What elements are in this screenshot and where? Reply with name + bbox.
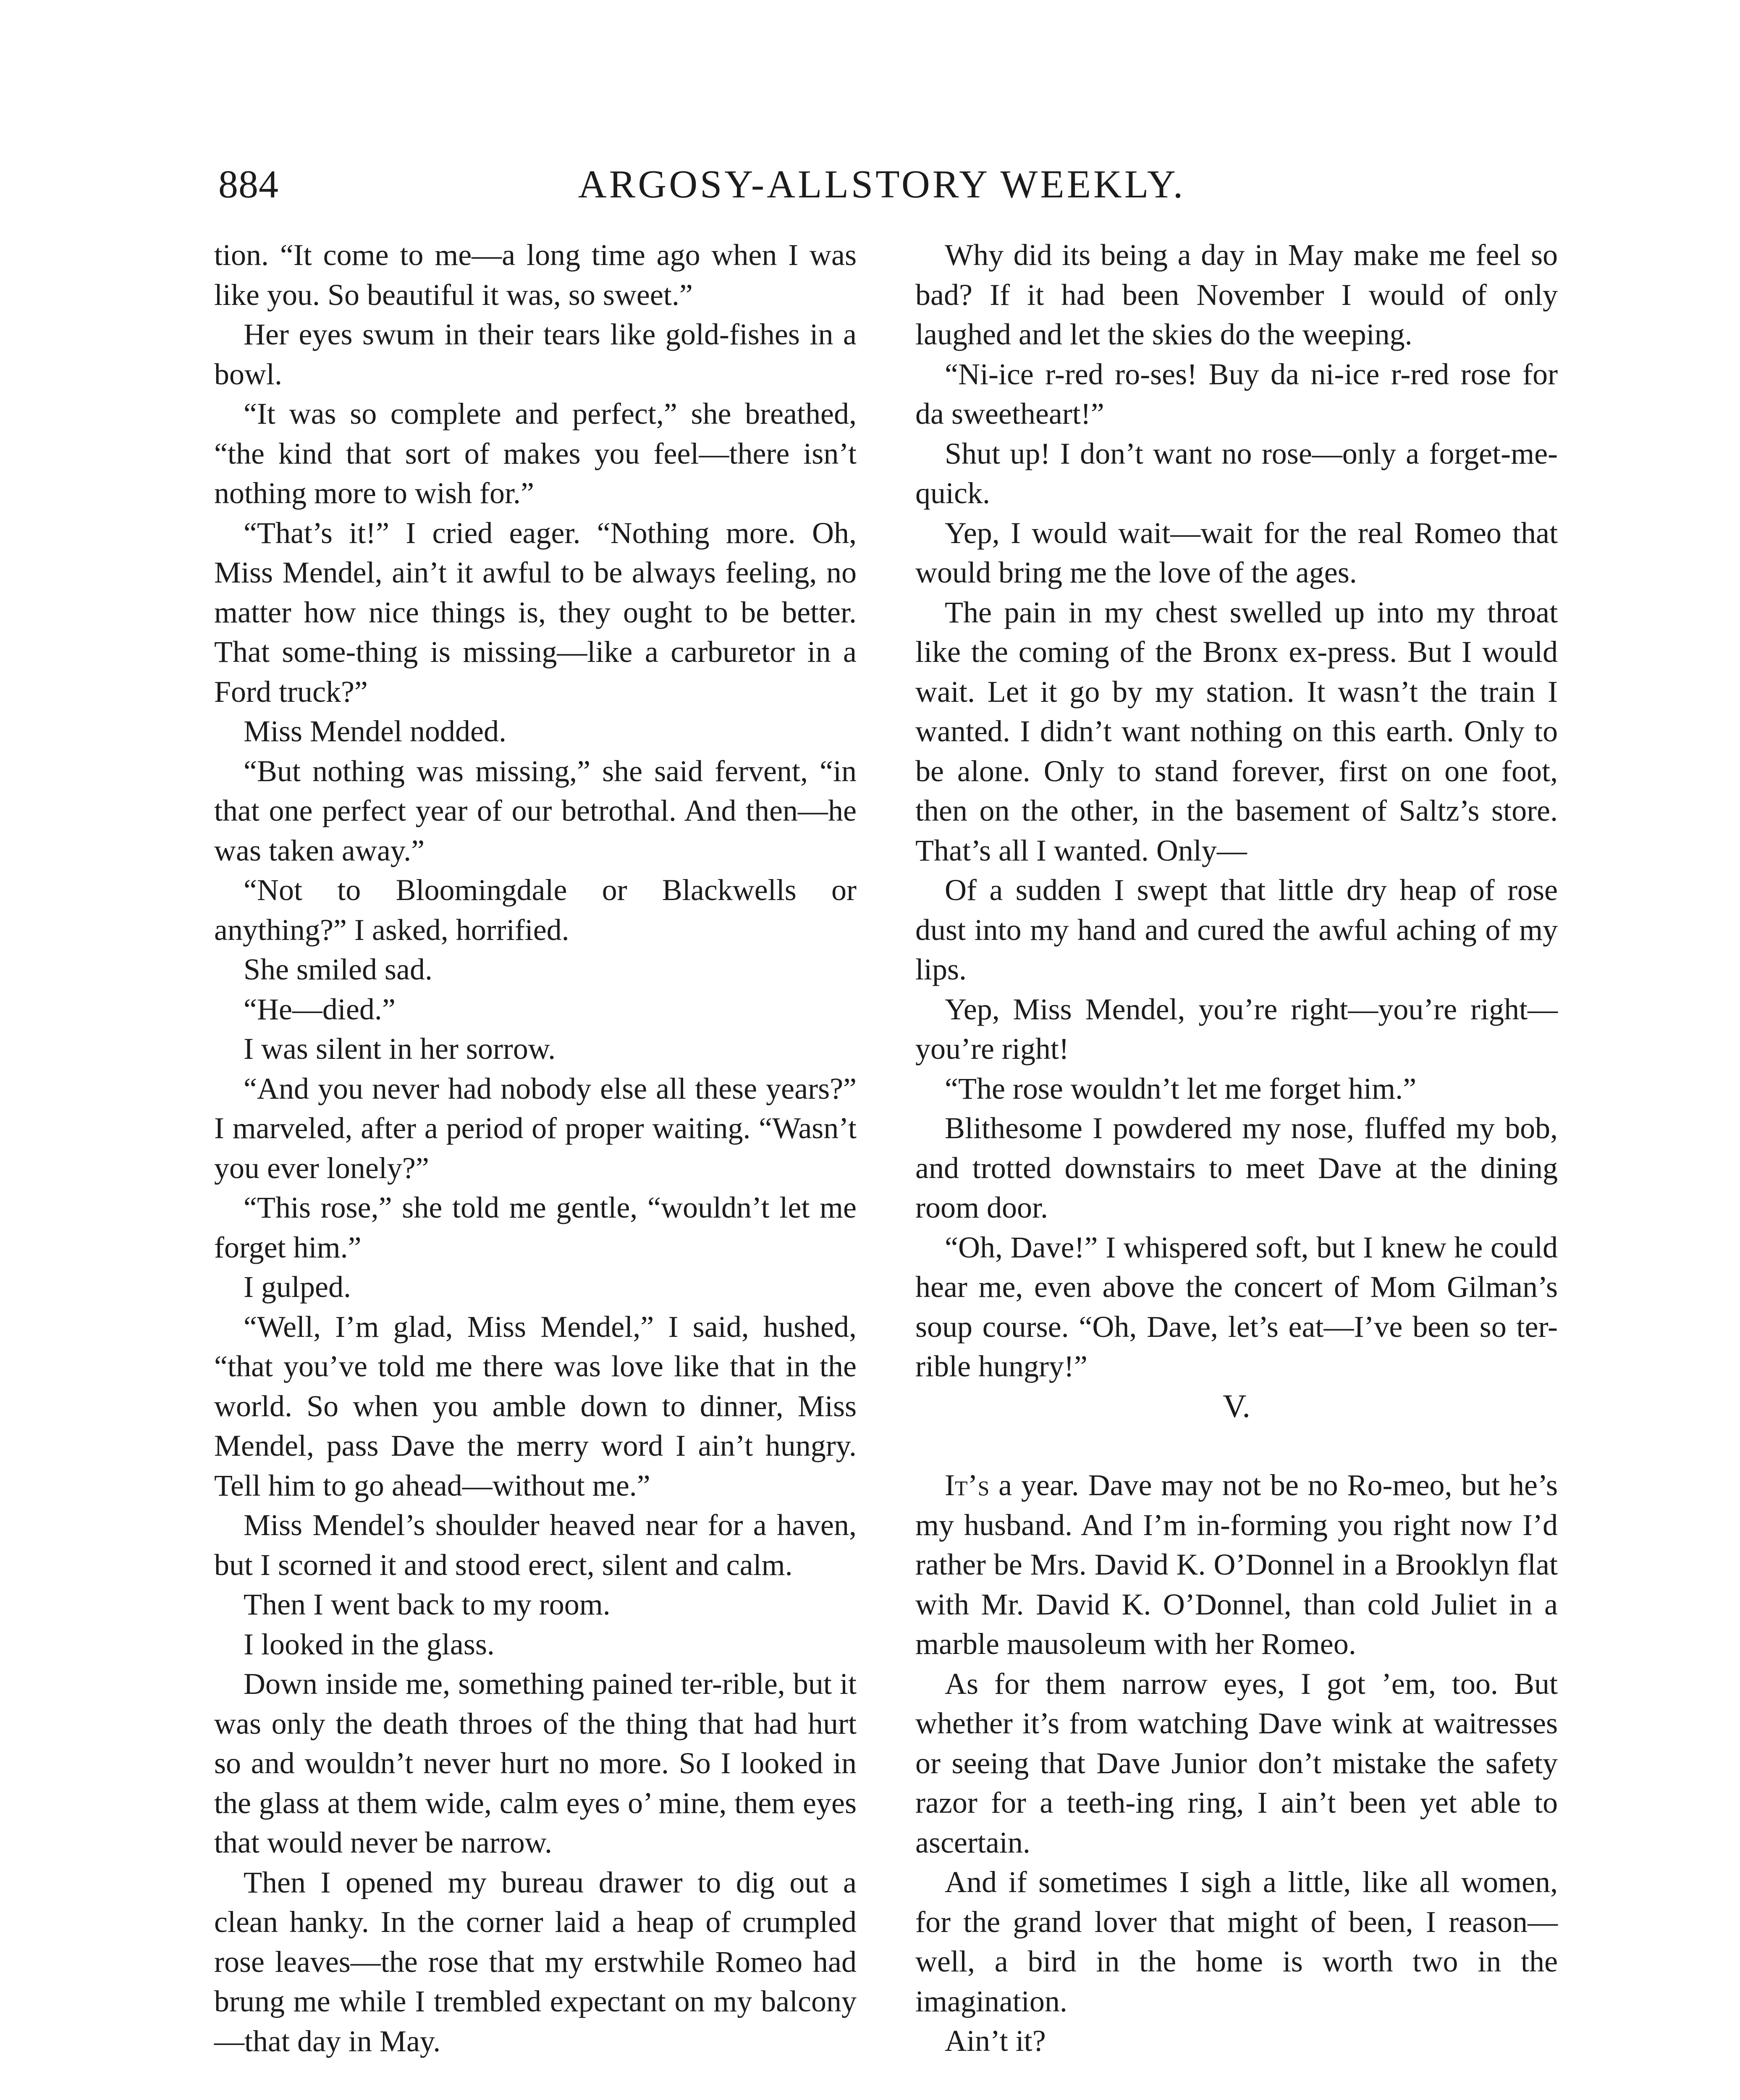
paragraph: Down inside me, something pained ter-rible, but it was only the death throes of the thing that had hurt so and wouldn’t never hurt no more. So I looked in the glass at them wide, calm eyes o’ mine, them eyes that would never be narrow. bbox=[214, 1667, 857, 1859]
section-heading: V. bbox=[1223, 1387, 1250, 1424]
paragraph: I gulped. bbox=[244, 1270, 351, 1304]
paragraph: “Oh, Dave!” I whispered soft, but I knew he could hear me, even above the concert of Mom Gilman’s soup course. “Oh, Dave, let’s eat—I’ve been so ter-rible hungry!” bbox=[915, 1230, 1558, 1383]
paragraph: Ain’t it? bbox=[945, 2024, 1046, 2058]
paragraph: Blithesome I powdered my nose, fluffed my bob, and trotted downstairs to meet Dave at the dining room door. bbox=[915, 1111, 1558, 1224]
paragraph: tion. “It come to me—a long time ago when I was like you. So beautiful it was, so sweet.” bbox=[214, 238, 857, 312]
running-head: ARGOSY-ALLSTORY WEEKLY. bbox=[578, 163, 1186, 206]
paragraph: Yep, I would wait—wait for the real Romeo that would bring me the love of the ages. bbox=[915, 516, 1558, 589]
paragraph: Of a sudden I swept that little dry heap of rose dust into my hand and cured the awful aching of my lips. bbox=[915, 873, 1558, 986]
paragraph: “Well, I’m glad, Miss Mendel,” I said, hushed, “that you’ve told me there was love like that in the world. So when you amble down to dinner, Miss Mendel, pass Dave the merry word I ain’t hungry. Tell him to go ahead—without me.” bbox=[214, 1310, 857, 1502]
paragraph: “Ni-ice r-red ro-ses! Buy da ni-ice r-red rose for da sweetheart!” bbox=[915, 357, 1558, 430]
paragraph: Then I opened my bureau drawer to dig out a clean hanky. In the corner laid a heap of crumpled rose leaves—the rose that my erstwhile Romeo had brung me while I trembled expectant on my balcony—that day in May. bbox=[214, 1865, 857, 2058]
paragraph: “And you never had nobody else all these years?” I marveled, after a period of proper waiting. “Wasn’t you ever lonely?” bbox=[214, 1071, 857, 1185]
paragraph: Her eyes swum in their tears like gold-fishes in a bowl. bbox=[214, 318, 857, 391]
paragraph: Miss Mendel’s shoulder heaved near for a haven, but I scorned it and stood erect, silent and calm. bbox=[214, 1508, 857, 1582]
opening-text: a year. Dave may not be no Ro-meo, but he’s my husband. And I’m in-forming you right now I’d rather be Mrs. David K. O’Donnel in a Brooklyn flat with Mr. David K. O’Donnel, than cold Juliet in a marble mausoleum with her Romeo. bbox=[915, 1468, 1558, 1661]
paragraph: “That’s it!” I cried eager. “Nothing more. Oh, Miss Mendel, ain’t it awful to be always feeling, no matter how nice things is, they ought to be better. That some-thing is missing—like a carburetor in a Ford truck?” bbox=[214, 516, 857, 709]
paragraph: She smiled sad. bbox=[244, 953, 432, 986]
paragraph: Yep, Miss Mendel, you’re right—you’re right—you’re right! bbox=[915, 992, 1558, 1066]
paragraph: “He—died.” bbox=[244, 992, 396, 1026]
paragraph: As for them narrow eyes, I got ’em, too. But whether it’s from watching Dave wink at waitresses or seeing that Dave Junior don’t mistake the safety razor for a teeth-ing ring, I ain’t been yet able to ascertain. bbox=[915, 1667, 1558, 1859]
paragraph: I was silent in her sorrow. bbox=[244, 1032, 556, 1066]
paragraph: “But nothing was missing,” she said fervent, “in that one perfect year of our betrothal. And then—he was taken away.” bbox=[214, 754, 857, 867]
page-number: 884 bbox=[218, 163, 279, 206]
paragraph: I looked in the glass. bbox=[244, 1627, 495, 1661]
paragraph: “This rose,” she told me gentle, “wouldn’t let me forget him.” bbox=[214, 1191, 857, 1264]
paragraph bbox=[915, 1465, 1558, 1664]
paragraph: Shut up! I don’t want no rose—only a forget-me-quick. bbox=[915, 436, 1558, 510]
paragraph: The pain in my chest swelled up into my throat like the coming of the Bronx ex-press. But I would wait. Let it go by my station. It wasn’t the train I wanted. I didn’t want nothing on this earth. Only to be alone. Only to stand forever, first on one foot, then on the other, in the basement of Saltz’s store. That’s all I wanted. Only— bbox=[915, 595, 1558, 867]
paragraph: Why did its being a day in May make me feel so bad? If it had been November I would of only laughed and let the skies do the weeping. bbox=[915, 238, 1558, 351]
paragraph: And if sometimes I sigh a little, like all women, for the grand lover that might of been, I reason—well, a bird in the home is worth two in the imagination. bbox=[915, 1865, 1558, 2018]
paragraph: Miss Mendel nodded. bbox=[244, 714, 506, 748]
paragraph: Then I went back to my room. bbox=[244, 1588, 611, 1621]
opening-word: It’s bbox=[945, 1468, 990, 1502]
left-column bbox=[214, 235, 857, 2061]
right-column bbox=[915, 235, 1558, 2061]
paragraph: “Not to Bloomingdale or Blackwells or anything?” I asked, horrified. bbox=[214, 873, 857, 947]
paragraph: “It was so complete and perfect,” she breathed, “the kind that sort of makes you feel—there isn’t nothing more to wish for.” bbox=[214, 397, 857, 510]
paragraph: “The rose wouldn’t let me forget him.” bbox=[945, 1071, 1417, 1105]
